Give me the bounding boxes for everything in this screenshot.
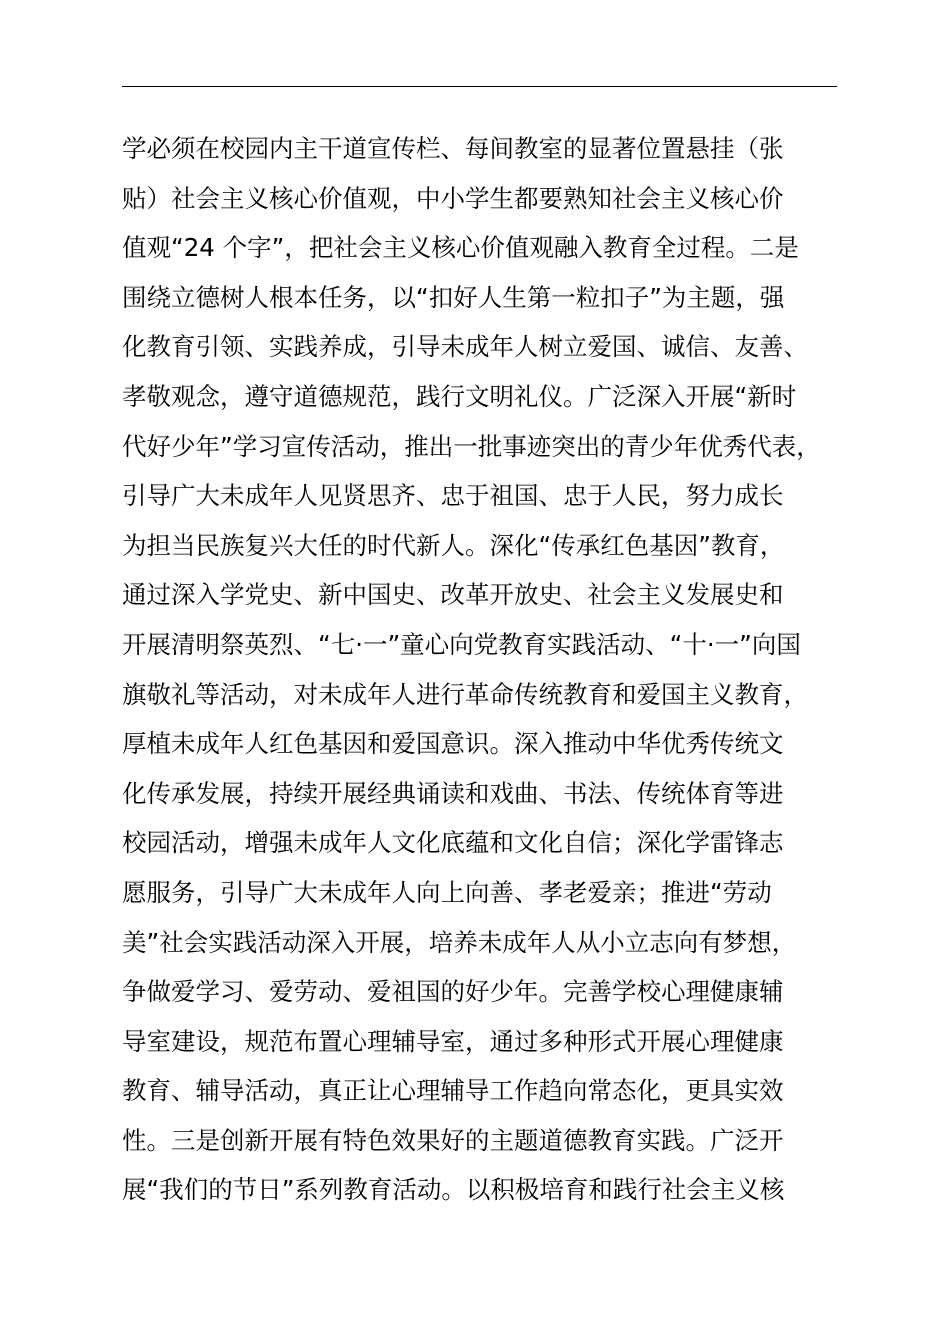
text-line: 贴）社会主义核心价值观，中小学生都要熟知社会主义核心价 <box>122 183 784 213</box>
text-line: 愿服务，引导广大未成年人向上向善、孝老爱亲；推进“劳动 <box>122 877 772 907</box>
body-text <box>122 124 862 1215</box>
text-line: 孝敬观念，遵守道德规范，践行文明礼仪。广泛深入开展“新时 <box>122 381 797 411</box>
header-rule <box>122 86 837 87</box>
text-line: 为担当民族复兴大任的时代新人。深化“传承红色基因”教育， <box>122 530 785 560</box>
text-line: 旗敬礼等活动，对未成年人进行革命传统教育和爱国主义教育， <box>122 679 808 709</box>
text-line: 教育、辅导活动，真正让心理辅导工作趋向常态化，更具实效 <box>122 1076 784 1106</box>
text-line: 开展清明祭英烈、“七·一”童心向党教育实践活动、“十·一”向国 <box>122 629 801 659</box>
text-line: 争做爱学习、爱劳动、爱祖国的好少年。完善学校心理健康辅 <box>122 977 784 1007</box>
text-line: 围绕立德树人根本任务，以“扣好人生第一粒扣子”为主题，强 <box>122 282 785 312</box>
text-line: 导室建设，规范布置心理辅导室，通过多种形式开展心理健康 <box>122 1026 784 1056</box>
text-line: 展“我们的节日”系列教育活动。以积极培育和践行社会主义核 <box>122 1175 785 1205</box>
text-line: 学必须在校园内主干道宣传栏、每间教室的显著位置悬挂（张 <box>122 134 784 163</box>
text-line: 校园活动，增强未成年人文化底蕴和文化自信；深化学雷锋志 <box>122 828 784 858</box>
text-line: 化教育引领、实践养成，引导未成年人树立爱国、诚信、友善、 <box>122 332 808 362</box>
text-line: 性。三是创新开展有特色效果好的主题道德教育实践。广泛开 <box>122 1125 784 1155</box>
text-line: 厚植未成年人红色基因和爱国意识。深入推动中华优秀传统文 <box>122 729 784 759</box>
text-line: 代好少年”学习宣传活动，推出一批事迹突出的青少年优秀代表， <box>122 431 821 461</box>
text-line: 美”社会实践活动深入开展，培养未成年人从小立志向有梦想， <box>122 927 797 957</box>
text-line: 值观“24 个字”，把社会主义核心价值观融入教育全过程。二是 <box>122 233 799 263</box>
text-line: 引导广大未成年人见贤思齐、忠于祖国、忠于人民，努力成长 <box>122 481 784 511</box>
text-line: 通过深入学党史、新中国史、改革开放史、社会主义发展史和 <box>122 580 784 610</box>
text-line: 化传承发展，持续开展经典诵读和戏曲、书法、传统体育等进 <box>122 778 784 808</box>
